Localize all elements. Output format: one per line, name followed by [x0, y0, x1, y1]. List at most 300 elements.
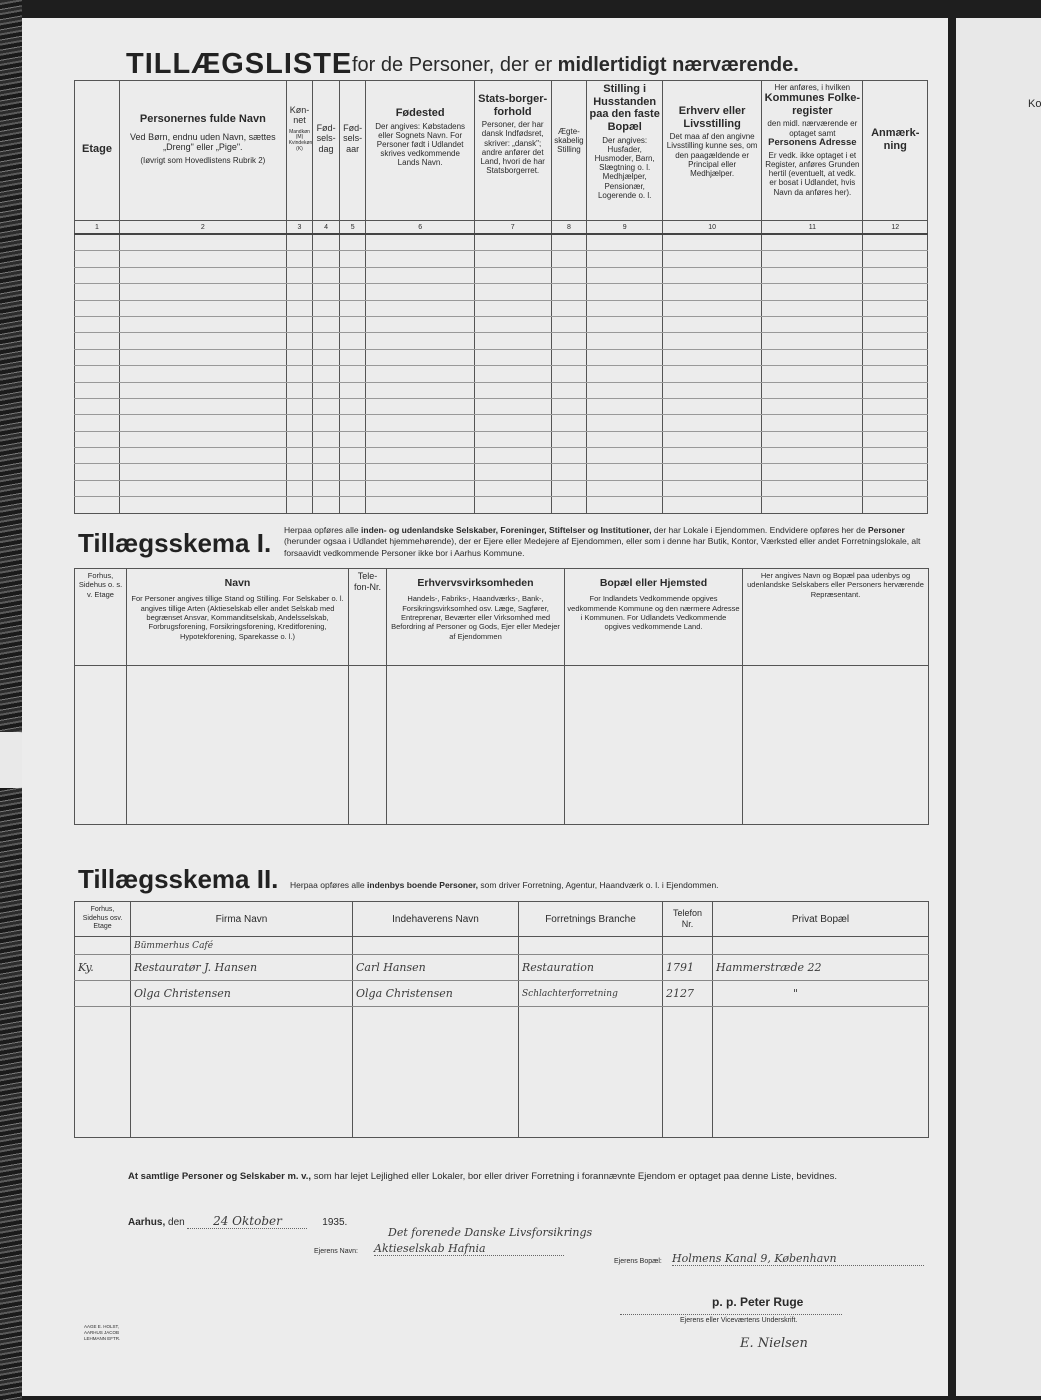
table-cell — [762, 300, 863, 316]
table-row — [75, 398, 928, 414]
col-folk-pre: Her anføres, i hvilken — [774, 83, 851, 92]
col-fodested-title: Fødested — [395, 107, 445, 119]
table-cell — [587, 234, 663, 251]
col-anm: Anmærk-ning — [871, 127, 920, 152]
col-navn-desc: Ved Børn, endnu uden Navn, sættes „Dreng" eller „Pige". — [130, 131, 276, 152]
col-number: 9 — [587, 221, 663, 235]
cell-bopael — [713, 937, 929, 955]
cell-empty — [713, 1007, 929, 1138]
table-cell — [587, 480, 663, 496]
skema2-col-branche: Forretnings Branche — [519, 902, 663, 937]
skema1-col-telefon: Tele-fon-Nr. — [353, 571, 381, 593]
table-cell — [551, 284, 587, 300]
table-cell — [366, 267, 474, 283]
table-cell — [366, 251, 474, 267]
table-cell — [339, 284, 366, 300]
table-row — [75, 234, 928, 251]
table-cell — [587, 349, 663, 365]
table-cell — [863, 366, 928, 382]
cell-indehaver — [353, 937, 519, 955]
skema1-cell — [75, 666, 127, 825]
table-cell — [286, 333, 313, 349]
table-cell — [587, 448, 663, 464]
table-cell — [75, 300, 120, 316]
col-number: 1 — [75, 221, 120, 235]
cell-etage: Ky. — [75, 955, 131, 981]
owner-address-label: Ejerens Bopæl: — [614, 1258, 662, 1265]
cell-bopael: " — [713, 981, 929, 1007]
table-cell — [863, 267, 928, 283]
owner-name-handwritten-1: Det forenede Danske Livsforsikrings — [388, 1226, 593, 1239]
table-cell — [762, 251, 863, 267]
table-cell — [762, 267, 863, 283]
table-cell — [339, 234, 366, 251]
skema1-col-erhverv-desc: Handels-, Fabriks-, Haandværks-, Bank-, Forsikringsvirksomhed osv. Læge, Sagfører, Entreprenør, Beværter eller Virksomhed med Befordring af Personer og Gods, Ejer eller Medejer af Ejendommen — [391, 594, 560, 641]
table-cell — [313, 497, 340, 513]
table-cell — [366, 284, 474, 300]
table-cell — [75, 316, 120, 332]
cell-firma: Restauratør J. Hansen — [131, 955, 353, 981]
col-number: 8 — [551, 221, 587, 235]
table-cell — [120, 300, 287, 316]
table-cell — [663, 251, 762, 267]
table-cell — [663, 267, 762, 283]
table-cell — [863, 415, 928, 431]
col-stats-desc: Personer, der har dansk Indfødsret, skriver: „dansk"; andre anfører det Land, hvori de har Statsborgerret. — [480, 120, 545, 176]
table-cell — [663, 333, 762, 349]
table-cell — [762, 349, 863, 365]
table-row — [75, 448, 928, 464]
table-cell — [120, 415, 287, 431]
table-cell — [120, 448, 287, 464]
skema1-col-erhverv-title: Erhvervsvirksomheden — [417, 577, 534, 589]
table-cell — [551, 398, 587, 414]
table-cell — [762, 431, 863, 447]
table-cell — [587, 284, 663, 300]
table-cell — [339, 366, 366, 382]
table-cell — [587, 251, 663, 267]
col-aegte: Ægte-skabelig Stilling — [554, 127, 584, 155]
date-handwritten: 24 Oktober — [187, 1214, 307, 1229]
table-cell — [551, 300, 587, 316]
table-row — [75, 431, 928, 447]
table-cell — [587, 398, 663, 414]
table-cell — [551, 464, 587, 480]
table-cell — [587, 415, 663, 431]
table-cell — [313, 333, 340, 349]
table-row — [75, 316, 928, 332]
cell-telefon: 2127 — [663, 981, 713, 1007]
table-cell — [551, 234, 587, 251]
table-cell — [75, 497, 120, 513]
table-cell — [762, 497, 863, 513]
book-binding — [0, 0, 22, 1400]
cell-etage — [75, 981, 131, 1007]
table-cell — [762, 316, 863, 332]
table-cell — [286, 366, 313, 382]
table-cell — [551, 316, 587, 332]
table-cell — [762, 333, 863, 349]
table-cell — [863, 497, 928, 513]
table-cell — [474, 398, 551, 414]
table-cell — [366, 300, 474, 316]
table-row — [75, 955, 929, 981]
table-cell — [863, 251, 928, 267]
table-row — [75, 349, 928, 365]
table-cell — [120, 382, 287, 398]
table-cell — [286, 448, 313, 464]
table-cell — [339, 333, 366, 349]
table-cell — [863, 284, 928, 300]
table-cell — [587, 464, 663, 480]
main-table-header — [75, 81, 928, 221]
table-cell — [863, 431, 928, 447]
col-folk-mid: den midl. nærværende er optaget samt — [767, 119, 858, 138]
col-fodested-desc: Der angives: Købstadens eller Sognets Navn. For Personer født i Udlandet skrives vedkommende Lands Navn. — [375, 121, 466, 168]
skema1-col-navn-desc: For Personer angives tillige Stand og Stilling. For Selskaber o. l. angives tillige Arten (Aktieselskab eller andet Selskab med begrænset Ansvar, Kommanditselskab, Andelsselskab, Forbrugsforening, Forsikringsforening, Kreditforening, Hypotekforening, Sparekasse o. l.) — [131, 594, 344, 641]
table-cell — [863, 398, 928, 414]
table-cell — [75, 431, 120, 447]
col-stats-title: Stats-borger-forhold — [478, 93, 548, 118]
next-page-text: Ko — [1028, 98, 1041, 110]
table-cell — [120, 464, 287, 480]
col-navn-title: Personernes fulde Navn — [139, 113, 266, 125]
table-cell — [366, 448, 474, 464]
table-cell — [587, 382, 663, 398]
table-cell — [286, 480, 313, 496]
col-folk-title: Kommunes Folke-register — [764, 92, 861, 117]
table-cell — [863, 234, 928, 251]
table-cell — [339, 431, 366, 447]
cell-firma: Olga Christensen — [131, 981, 353, 1007]
table-cell — [762, 415, 863, 431]
table-cell — [663, 234, 762, 251]
table-cell — [762, 234, 863, 251]
date-line: Aarhus, den 24 Oktober 1935. — [128, 1214, 348, 1228]
table-row — [75, 300, 928, 316]
table-cell — [474, 349, 551, 365]
table-cell — [120, 267, 287, 283]
table-cell — [75, 415, 120, 431]
cell-telefon: 1791 — [663, 955, 713, 981]
table-cell — [286, 284, 313, 300]
table-cell — [587, 300, 663, 316]
table-cell — [339, 382, 366, 398]
cell-empty — [131, 1007, 353, 1138]
table-cell — [313, 464, 340, 480]
skema1-title: Tillægsskema I. — [78, 528, 272, 558]
table-cell — [339, 251, 366, 267]
table-cell — [663, 464, 762, 480]
table-cell — [762, 284, 863, 300]
table-cell — [762, 480, 863, 496]
table-cell — [366, 349, 474, 365]
table-row — [75, 267, 928, 283]
table-cell — [366, 398, 474, 414]
table-cell — [313, 398, 340, 414]
col-folk-desc: Er vedk. ikke optaget i et Register, anføres Grunden hertil (eventuelt, at vedk. er bosat i Udlandet, hvis Navn da anføres her). — [765, 150, 860, 197]
table-cell — [75, 349, 120, 365]
table-cell — [120, 480, 287, 496]
table-cell — [120, 398, 287, 414]
cell-branche — [519, 937, 663, 955]
table-cell — [286, 316, 313, 332]
table-row — [75, 497, 928, 513]
table-cell — [762, 366, 863, 382]
skema1-table — [74, 568, 929, 825]
next-page — [956, 18, 1041, 1396]
table-cell — [75, 382, 120, 398]
table-cell — [75, 366, 120, 382]
table-cell — [474, 284, 551, 300]
col-number: 12 — [863, 221, 928, 235]
cell-branche: Restauration — [519, 955, 663, 981]
table-cell — [474, 316, 551, 332]
table-cell — [551, 349, 587, 365]
table-cell — [339, 316, 366, 332]
table-cell — [313, 284, 340, 300]
table-cell — [474, 448, 551, 464]
table-row — [75, 464, 928, 480]
skema2-title: Tillægsskema II. — [78, 864, 279, 894]
table-cell — [551, 448, 587, 464]
col-folk-title2: Personens Adresse — [768, 136, 857, 148]
skema1-col-navn-title: Navn — [224, 577, 251, 589]
cell-indehaver: Carl Hansen — [353, 955, 519, 981]
table-cell — [663, 382, 762, 398]
table-cell — [286, 431, 313, 447]
skema1-cell — [743, 666, 929, 825]
table-cell — [339, 448, 366, 464]
table-cell — [762, 448, 863, 464]
table-cell — [286, 251, 313, 267]
table-cell — [366, 333, 474, 349]
col-stilling-title: Stilling i Husstanden paa den faste Bopæl — [589, 83, 660, 133]
table-cell — [551, 366, 587, 382]
table-cell — [366, 366, 474, 382]
table-cell — [663, 284, 762, 300]
table-cell — [587, 267, 663, 283]
table-cell — [863, 464, 928, 480]
table-cell — [75, 251, 120, 267]
table-cell — [366, 234, 474, 251]
table-cell — [551, 415, 587, 431]
table-cell — [366, 382, 474, 398]
col-number: 3 — [286, 221, 313, 235]
table-cell — [75, 448, 120, 464]
table-cell — [286, 234, 313, 251]
table-cell — [120, 284, 287, 300]
table-cell — [474, 464, 551, 480]
cell-firma: Bümmerhus Café — [131, 937, 353, 955]
table-cell — [474, 431, 551, 447]
attestation-statement: At samtlige Personer og Selskaber m. v., som har lejet Lejlighed eller Lokaler, bor eller driver Forretning i forannævnte Ejendom er optaget paa denne Liste, bevidnes. — [128, 1171, 838, 1182]
table-row — [75, 366, 928, 382]
table-cell — [313, 480, 340, 496]
col-kon-title: Køn-net — [289, 105, 310, 126]
table-cell — [313, 267, 340, 283]
table-cell — [120, 316, 287, 332]
table-cell — [313, 366, 340, 382]
table-cell — [863, 448, 928, 464]
table-row — [75, 284, 928, 300]
skema1-cell — [565, 666, 743, 825]
table-cell — [587, 431, 663, 447]
table-cell — [75, 333, 120, 349]
table-cell — [474, 480, 551, 496]
table-cell — [551, 382, 587, 398]
table-cell — [286, 382, 313, 398]
skema2-col-firma: Firma Navn — [131, 902, 353, 937]
table-cell — [762, 398, 863, 414]
col-number: 11 — [762, 221, 863, 235]
table-cell — [286, 415, 313, 431]
table-cell — [286, 267, 313, 283]
table-cell — [663, 431, 762, 447]
table-cell — [551, 497, 587, 513]
table-row — [75, 981, 929, 1007]
col-number: 6 — [366, 221, 474, 235]
owner-address-handwritten: Holmens Kanal 9, København — [672, 1252, 924, 1266]
column-numbers — [75, 221, 928, 235]
col-number: 7 — [474, 221, 551, 235]
table-cell — [286, 349, 313, 365]
skema2-header — [75, 902, 929, 937]
col-etage: Etage — [82, 143, 112, 156]
table-cell — [75, 284, 120, 300]
table-cell — [863, 349, 928, 365]
owner-name-label: Ejerens Navn: — [314, 1248, 358, 1255]
table-cell — [551, 251, 587, 267]
table-cell — [663, 300, 762, 316]
table-cell — [863, 333, 928, 349]
signature-handwritten: E. Nielsen — [740, 1336, 808, 1351]
cell-bopael: Hammerstræde 22 — [713, 955, 929, 981]
table-cell — [75, 480, 120, 496]
table-row — [75, 415, 928, 431]
table-cell — [75, 398, 120, 414]
cell-telefon — [663, 937, 713, 955]
table-cell — [863, 300, 928, 316]
table-row-empty — [75, 1007, 929, 1138]
signature-label: Ejerens eller Viceværtens Underskrift. — [680, 1317, 798, 1324]
table-cell — [551, 431, 587, 447]
table-cell — [474, 300, 551, 316]
table-cell — [313, 251, 340, 267]
cell-empty — [519, 1007, 663, 1138]
skema1-col-bopael-title: Bopæl eller Hjemsted — [599, 577, 708, 589]
table-cell — [120, 333, 287, 349]
table-cell — [313, 300, 340, 316]
form-subtitle-bold: midlertidigt nærværende. — [557, 54, 799, 76]
table-cell — [339, 480, 366, 496]
main-table — [74, 80, 928, 514]
table-cell — [366, 480, 474, 496]
cell-etage — [75, 937, 131, 955]
table-cell — [313, 382, 340, 398]
table-cell — [551, 267, 587, 283]
pp-signature-stamp: p. p. Peter Ruge — [712, 1295, 804, 1309]
table-row — [75, 382, 928, 398]
table-cell — [313, 448, 340, 464]
table-cell — [339, 415, 366, 431]
table-cell — [663, 366, 762, 382]
table-cell — [286, 464, 313, 480]
cell-indehaver: Olga Christensen — [353, 981, 519, 1007]
col-number: 10 — [663, 221, 762, 235]
table-cell — [474, 267, 551, 283]
table-cell — [75, 234, 120, 251]
col-dag: Fød-sels-dag — [316, 123, 336, 154]
table-cell — [863, 480, 928, 496]
skema2-col-indehaver: Indehaverens Navn — [353, 902, 519, 937]
table-cell — [339, 398, 366, 414]
table-cell — [120, 431, 287, 447]
skema1-body-row — [75, 666, 929, 825]
table-cell — [339, 300, 366, 316]
table-cell — [587, 497, 663, 513]
skema2-desc: Herpaa opføres alle indenbys boende Personer, som driver Forretning, Agentur, Haandværk o. l. i Ejendommen. — [290, 880, 719, 890]
table-cell — [120, 251, 287, 267]
cell-empty — [353, 1007, 519, 1138]
skema1-col-repr: Her angives Navn og Bopæl paa udenbys og udenlandske Selskabers eller Personers herværende Repræsentant. — [747, 571, 924, 599]
skema1-col-forhus: Forhus, Sidehus o. s. v. Etage — [78, 571, 123, 599]
table-cell — [762, 464, 863, 480]
cell-empty — [75, 1007, 131, 1138]
table-cell — [474, 382, 551, 398]
table-cell — [339, 464, 366, 480]
owner-name-handwritten-2: Aktieselskab Hafnia — [374, 1242, 564, 1256]
cell-empty — [663, 1007, 713, 1138]
col-number: 2 — [120, 221, 287, 235]
table-cell — [286, 497, 313, 513]
table-cell — [474, 234, 551, 251]
table-cell — [663, 448, 762, 464]
table-cell — [863, 382, 928, 398]
table-cell — [286, 300, 313, 316]
table-cell — [474, 366, 551, 382]
table-cell — [339, 267, 366, 283]
table-cell — [313, 431, 340, 447]
table-cell — [366, 316, 474, 332]
skema1-col-bopael-desc: For Indlandets Vedkommende opgives vedkommende Kommune og den nærmere Adresse i Kommunen. For Udlandets Vedkommende opgives vedkommende Land. — [567, 594, 740, 632]
skema2-col-telefon: Telefon Nr. — [663, 902, 713, 937]
table-cell — [474, 415, 551, 431]
table-cell — [313, 234, 340, 251]
table-cell — [587, 316, 663, 332]
skema1-header — [75, 569, 929, 666]
table-cell — [339, 497, 366, 513]
table-cell — [286, 398, 313, 414]
col-number: 5 — [339, 221, 366, 235]
table-cell — [474, 333, 551, 349]
table-cell — [551, 480, 587, 496]
table-cell — [313, 415, 340, 431]
table-cell — [551, 333, 587, 349]
table-cell — [663, 415, 762, 431]
table-cell — [366, 497, 474, 513]
col-number: 4 — [313, 221, 340, 235]
table-cell — [863, 316, 928, 332]
table-cell — [313, 349, 340, 365]
col-aar: Fød-sels-aar — [343, 123, 363, 154]
table-cell — [366, 415, 474, 431]
table-cell — [663, 349, 762, 365]
form-title: TILLÆGSLISTE — [126, 48, 353, 80]
skema2-col-forhus: Forhus, Sidehus osv. Etage — [75, 902, 131, 937]
main-table-body — [75, 234, 928, 513]
table-cell — [474, 251, 551, 267]
